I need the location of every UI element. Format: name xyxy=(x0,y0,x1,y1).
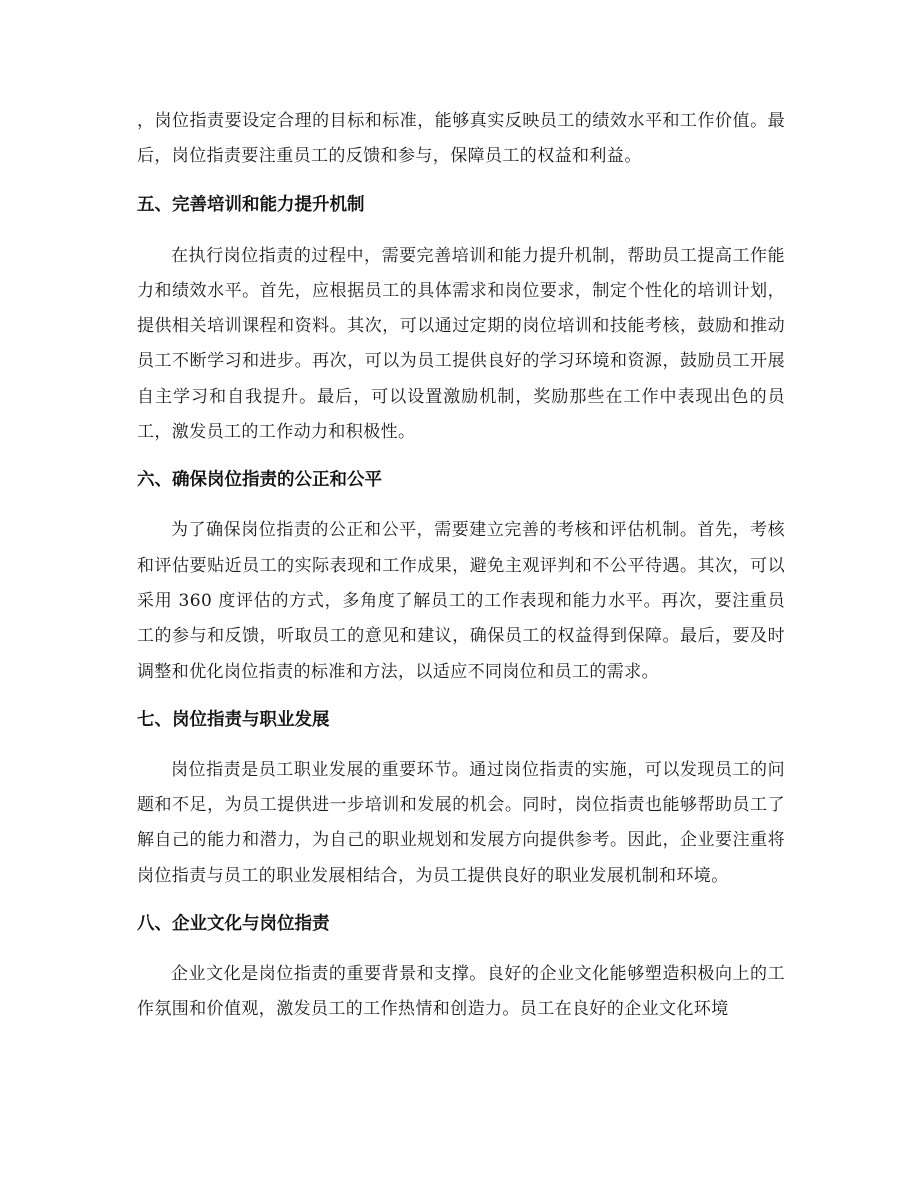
section-heading-8: 八、企业文化与岗位指责 xyxy=(137,914,330,935)
section-body-8: 企业文化是岗位指责的重要背景和支撑。良好的企业文化能够塑造积极向上的工作氛围和价值观，激发员工的工作热情和创造力。员工在良好的企业文化环境 xyxy=(137,964,785,1020)
section-body-7: 岗位指责是员工职业发展的重要环节。通过岗位指责的实施，可以发现员工的问题和不足，为员工提供进一步培训和发展的机会。同时，岗位指责也能够帮助员工了解自己的能力和潜力，为自己的职业规划和发展方向提供参考。因此，企业要注重将岗位指责与员工的职业发展相结合，为员工提供良好的职业发展机制和环境。 xyxy=(137,759,785,886)
section-body-5: 在执行岗位指责的过程中，需要完善培训和能力提升机制，帮助员工提高工作能力和绩效水平。首先，应根据员工的具体需求和岗位要求，制定个性化的培训计划，提供相关培训课程和资料。其次，可以通过定期的岗位培训和技能考核，鼓励和推动员工不断学习和进步。再次，可以为员工提供良好的学习环境和资源，鼓励员工开展自主学习和自我提升。最后，可以设置激励机制，奖励那些在工作中表现出色的员工，激发员工的工作动力和积极性。 xyxy=(137,245,785,443)
section-body-6: 为了确保岗位指责的公正和公平，需要建立完善的考核和评估机制。首先，考核和评估要贴近员工的实际表现和工作成果，避免主观评判和不公平待遇。其次，可以采用 360 度评估的方式，多角度了解员工的工作表现和能力水平。再次，要注重员工的参与和反馈，听取员工的意见和建议，确保员工的权益得到保障。最后，要及时调整和优化岗位指责的标准和方法，以适应不同岗位和员工的需求。 xyxy=(137,520,785,682)
document-page xyxy=(137,104,785,1028)
section-heading-5: 五、完善培训和能力提升机制 xyxy=(137,194,365,215)
intro-paragraph: ，岗位指责要设定合理的目标和标准，能够真实反映员工的绩效水平和工作价值。最后，岗位指责要注重员工的反馈和参与，保障员工的权益和利益。 xyxy=(137,111,785,167)
section-heading-6: 六、确保岗位指责的公正和公平 xyxy=(137,470,382,491)
section-heading-7: 七、岗位指责与职业发展 xyxy=(137,709,330,730)
